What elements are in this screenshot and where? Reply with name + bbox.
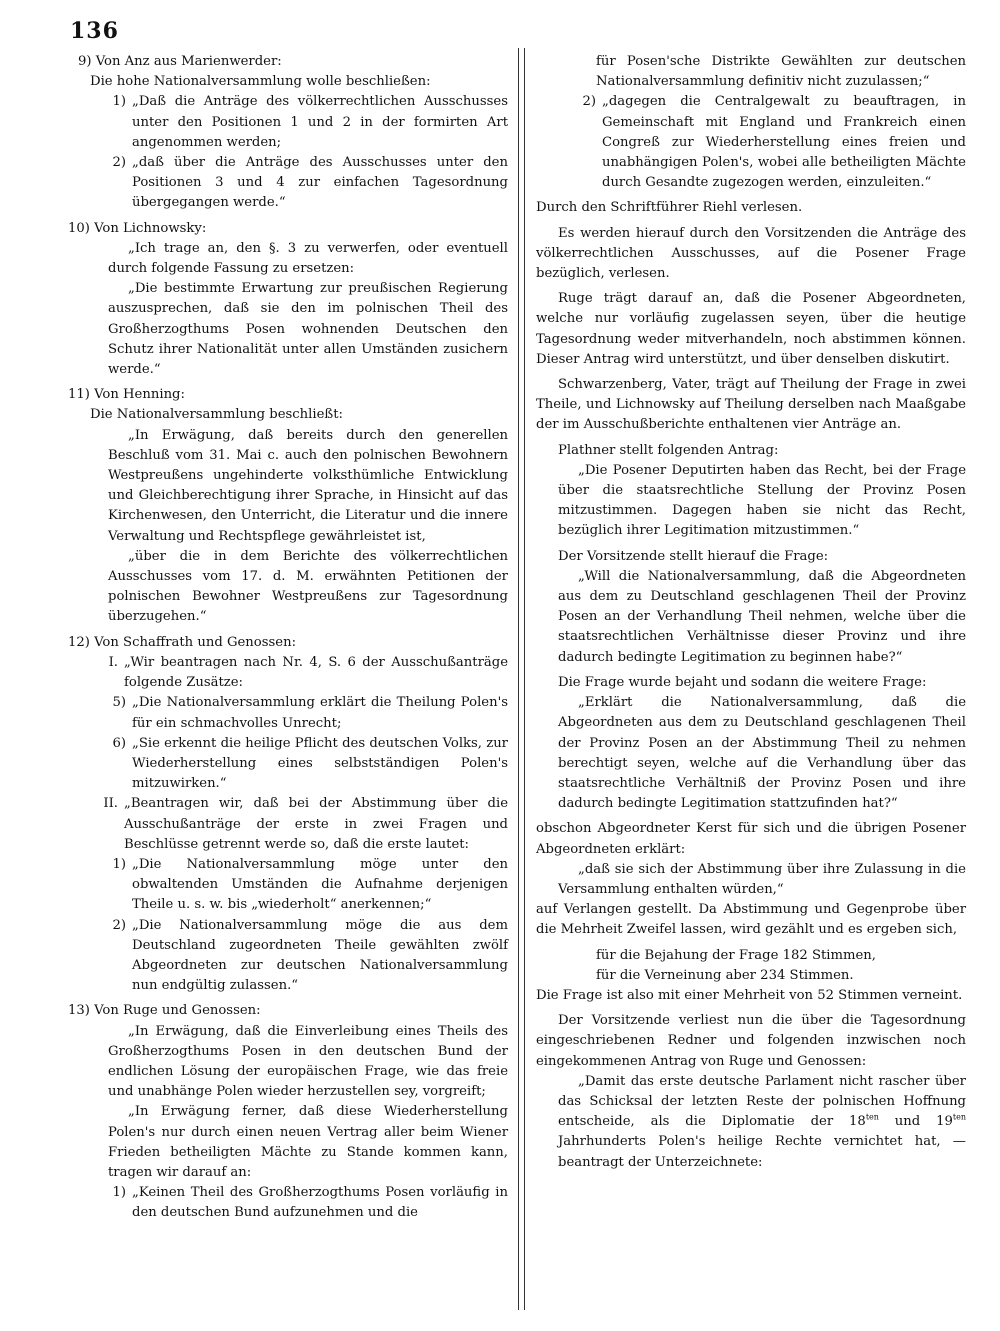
item-text: „Sie erkennt die heilige Pflicht des deutschen Volks, zur Wiederherstellung eines selbstständigen Polen's mitzuwirken.“ [132, 735, 508, 792]
left-column [68, 52, 508, 1224]
read-note: Durch den Schriftführer Riehl verlesen. [536, 200, 803, 216]
plathner-quote: „Die Posener Deputirten haben das Recht, bei der Frage über die staatsrechtliche Stellung der Provinz Posen mitzustimmen. Dagegen haben sie nicht das Recht, bezüglich ihrer Legitimation mitzustimmen.“ [558, 462, 966, 539]
item-9-heading: 9) Von Anz aus Marienwerder: [78, 54, 282, 69]
item-9-intro: Die hohe Nationalversammlung wolle beschließen: [90, 74, 431, 90]
paragraph-plathner: Plathner stellt folgenden Antrag: [558, 442, 779, 458]
item-12-heading: 12) Von Schaffrath und Genossen: [68, 634, 297, 650]
item-13-text-a: „In Erwägung, daß die Einverleibung eines Theils des Großherzogthums Posen in den deutschen Bund der endlichen Lösung der europäischen Frage, wie das freie und unabhänge Polen wieder herzustellen sey, vorgreift; [108, 1023, 508, 1100]
item-number: 2) [582, 94, 596, 110]
item-number: II. [103, 796, 118, 812]
paragraph-result: Die Frage ist also mit einer Mehrheit von 52 Stimmen verneint. [536, 987, 963, 1003]
item-10-quote: „Die bestimmte Erwartung zur preußischen Regierung auszusprechen, daß sie den im polnischen Theil des Großherzogthums Posen wohnenden Deutschen den Schutz ihrer Nationalität unter allen Umständen zusichern werde.“ [108, 281, 508, 378]
item-number: 6) [112, 735, 126, 751]
item-12-part-2-point-1 [68, 855, 508, 916]
paragraph-speakers: Der Vorsitzende verliest nun die über die Tagesordnung eingeschriebenen Redner und folgenden inzwischen noch eingekommenen Antrag von Ruge und Genossen: [536, 1013, 966, 1069]
item-text: „Daß die Anträge des völkerrechtlichen Ausschusses unter den Positionen 1 und 2 in der formirten Art angenommen werden; [132, 94, 508, 150]
item-11-intro: Die Nationalversammlung beschließt: [90, 407, 343, 423]
paragraph-committee: Es werden hierauf durch den Vorsitzenden die Anträge des völkerrechtlichen Ausschusses, auf die Posener Frage bezüglich, verlesen. [536, 225, 966, 282]
item-12-point-5 [68, 693, 508, 733]
ruge-motion-quote [536, 1072, 966, 1173]
item-13-heading: 13) Von Ruge und Genossen: [68, 1003, 261, 1019]
item-12-part-1 [68, 653, 508, 693]
item-text: „Beantragen wir, daß bei der Abstimmung über die Ausschußanträge der erste in zwei Fragen und Beschlüsse getrennt werde so, daß die erste lautet: [124, 796, 508, 852]
item-9-point-1 [68, 92, 508, 153]
item-12-part-2-point-2 [68, 916, 508, 997]
paragraph-ruge: Ruge trägt darauf an, daß die Posener Abgeordneten, welche nur vorläufig zugelassen seyen, über die heutige Tagesordnung weder mitverhandeln, noch abstimmen können. Dieser Antrag wird unterstützt, und über denselben diskutirt. [536, 291, 966, 367]
ruge-point-2 [536, 92, 966, 193]
question-quote: „Will die Nationalversammlung, daß die Abgeordneten aus dem zu Deutschland geschlagenen Theil der Provinz Posen an der Verhandlung Theil nehmen, welche über die staatsrechtlichen Verhältnisse dieser Provinz und ihre dadurch bedingte Legitimation zu beginnen habe?“ [558, 568, 966, 665]
item-10-heading: 10) Von Lichnowsky: [68, 220, 207, 236]
item-10-text: „Ich trage an, den §. 3 zu verwerfen, oder eventuell durch folgende Fassung zu ersetzen: [108, 240, 508, 277]
item-11-heading: 11) Von Henning: [68, 387, 185, 403]
further-question-quote: „Erklärt die Nationalversammlung, daß die Abgeordneten aus dem zu Deutschland geschlagenen Theil der Provinz Posen an der Abstimmung Theil zu nehmen berechtigt seyen, welche auf die Verhandlung über das staatsrechtliche Verhältniß der Provinz Posen und ihre dadurch bedingte Legitimation stattzufinden hat?“ [558, 695, 966, 812]
item-11-text: „In Erwägung, daß bereits durch den generellen Beschluß vom 31. Mai c. auch den polnischen Bewohnern Westpreußens ungehinderte volksthümliche Entwicklung und Gleichberechtigung ihrer Sprache, in Hinsicht auf das Kirchenwesen, den Unterricht, die Literatur und die innere Verwaltung und Rechtspflege gewährleistet ist, [108, 427, 508, 544]
kerst-quote: „daß sie sich der Abstimmung über ihre Zulassung in die Versammlung enthalten würden,“ [558, 861, 966, 897]
item-number: I. [108, 654, 118, 670]
item-9-point-2 [68, 153, 508, 214]
item-13-point-1 [68, 1183, 508, 1223]
quote-part: Jahrhunderts Polen's heilige Rechte vernichtet hat, — beantragt der Unterzeichnete: [558, 1134, 966, 1170]
right-column [536, 52, 966, 1173]
paragraph-further-question: Die Frage wurde bejaht und sodann die weitere Frage: [558, 674, 927, 690]
item-number: 1) [112, 856, 126, 872]
superscript: ten [952, 1112, 966, 1122]
item-11-quote: „über die in dem Berichte des völkerrechtlichen Ausschusses vom 17. d. M. erwähnten Petitionen der polnischen Bewohner Westpreußens zur Tagesordnung überzugehen.“ [108, 548, 508, 625]
quote-part: „Damit das erste deutsche Parlament nicht rascher über das Schicksal der letzten Reste der polnischen Hoffnung entscheide, als die Diplomatie der 18 [558, 1073, 966, 1130]
superscript: ten [865, 1112, 879, 1122]
column-divider [518, 48, 525, 1310]
item-13-text-b: „In Erwägung ferner, daß diese Wiederherstellung Polen's nur durch einen neuen Vertrag aller beim Wiener Frieden betheiligten Mächte zu Stande kommen kann, tragen wir darauf an: [108, 1104, 508, 1180]
item-text: „Keinen Theil des Großherzogthums Posen vorläufig in den deutschen Bund aufzunehmen und die [132, 1185, 508, 1221]
item-number: 1) [112, 1185, 126, 1201]
vote-no: für die Verneinung aber 234 Stimmen. [596, 967, 854, 983]
item-12-point-6 [68, 734, 508, 795]
item-text: „dagegen die Centralgewalt zu beauftragen, in Gemeinschaft mit England und Frankreich einen Congreß zur Wiederherstellung eines freien und unabhängigen Polen's, wobei alle betheiligten Mächte durch Gesandte zugezogen werden, einzuleiten.“ [602, 94, 966, 191]
item-number: 2) [112, 917, 126, 933]
item-text: „Wir beantragen nach Nr. 4, S. 6 der Ausschußanträge folgende Zusätze: [124, 654, 508, 691]
vote-yes: für die Bejahung der Frage 182 Stimmen, [596, 947, 876, 963]
paragraph-question: Der Vorsitzende stellt hierauf die Frage: [558, 548, 829, 564]
page-number: 136 [70, 18, 119, 44]
item-text: „Die Nationalversammlung erklärt die Theilung Polen's für ein schmachvolles Unrecht; [132, 695, 508, 731]
item-text: „daß über die Anträge des Ausschusses unter den Positionen 3 und 4 zur einfachen Tagesordnung übergegangen werde.“ [132, 155, 508, 211]
item-number: 1) [112, 94, 126, 110]
item-number: 2) [112, 155, 126, 171]
paragraph-kerst: obschon Abgeordneter Kerst für sich und die übrigen Posener Abgeordneten erklärt: [536, 821, 966, 857]
item-text: „Die Nationalversammlung möge unter den obwaltenden Umständen die Aufnahme derjenigen Theile u. s. w. bis „wiederholt“ anerkennen;“ [132, 856, 508, 913]
item-text: „Die Nationalversammlung möge die aus dem Deutschland zugeordneten Theile gewählten zwölf Abgeordneten zur deutschen Nationalversammlung nun endgültig zulassen.“ [132, 917, 508, 994]
item-12-part-2 [68, 794, 508, 855]
paragraph-counting: auf Verlangen gestellt. Da Abstimmung und Gegenprobe über die Mehrheit Zweifel lassen, wird gezählt und es ergeben sich, [536, 902, 966, 938]
continuation-text: für Posen'sche Distrikte Gewählten zur deutschen Nationalversammlung definitiv nicht zuzulassen;“ [596, 54, 966, 90]
quote-part: und 19 [878, 1114, 953, 1130]
paragraph-schwarzenberg: Schwarzenberg, Vater, trägt auf Theilung der Frage in zwei Theile, und Lichnowsky auf Theilung derselben nach Maaßgabe der im Ausschußberichte enthaltenen vier Anträge an. [536, 377, 966, 433]
item-number: 5) [112, 695, 126, 711]
